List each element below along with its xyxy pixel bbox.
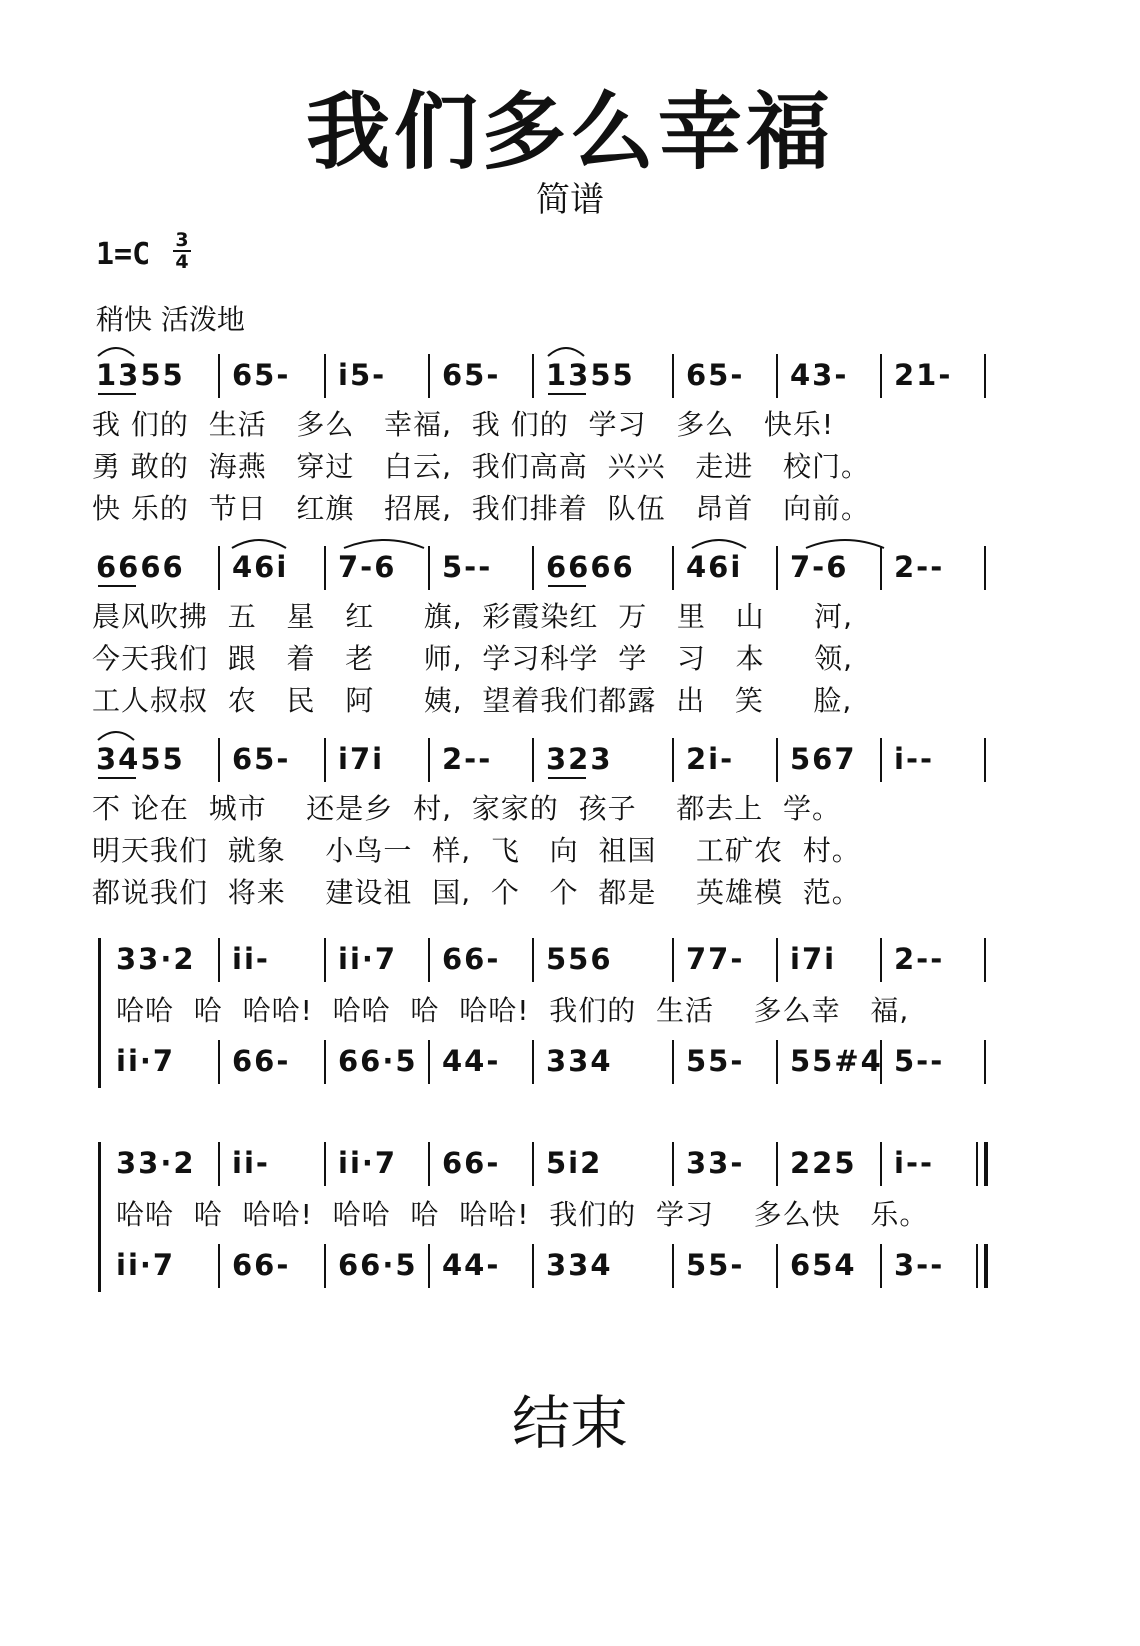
time-signature-bottom: 4 xyxy=(175,251,189,273)
measure: 7-6 xyxy=(790,550,849,584)
measure-upper: 2-- xyxy=(894,942,945,976)
slur-arc xyxy=(98,732,134,740)
measure: 7-6 xyxy=(338,550,397,584)
lyric-line: 都说我们 将来 建设祖 国, 个 个 都是 英雄模 范。 xyxy=(92,876,861,909)
lyric-line: 哈哈 哈 哈哈! 哈哈 哈 哈哈! 我们的 学习 多么快 乐。 xyxy=(116,1198,929,1231)
measure-lower: 334 xyxy=(546,1044,613,1078)
measure: 65- xyxy=(232,742,291,776)
measure-upper: 556 xyxy=(546,942,613,976)
measure-upper: 33·2 xyxy=(116,1146,196,1180)
lyric-line: 不 论在 城市 还是乡 村, 家家的 孩子 都去上 学。 xyxy=(92,792,842,825)
measure-lower: 654 xyxy=(790,1248,857,1282)
slur-arc xyxy=(232,540,286,548)
lyric-line: 勇 敢的 海燕 穿过 白云, 我们高高 兴兴 走进 校门。 xyxy=(92,450,871,483)
measure-lower: 5-- xyxy=(894,1044,945,1078)
measure: 65- xyxy=(686,358,745,392)
measure: 1355 xyxy=(546,358,635,392)
slur-arc xyxy=(344,540,424,548)
slur-arc xyxy=(548,348,584,356)
time-signature-top: 3 xyxy=(175,229,189,251)
page-title: 我们多么幸福 xyxy=(305,83,834,181)
measure: 65- xyxy=(232,358,291,392)
measure-lower: 55- xyxy=(686,1044,745,1078)
measure-upper: 77- xyxy=(686,942,745,976)
measure-lower: 55- xyxy=(686,1248,745,1282)
measure-lower: 66·5 xyxy=(338,1248,418,1282)
slur-arc xyxy=(98,348,134,356)
lyric-line: 我 们的 生活 多么 幸福, 我 们的 学习 多么 快乐! xyxy=(92,408,835,441)
measure-lower: ii·7 xyxy=(116,1044,176,1078)
measure-upper: 225 xyxy=(790,1146,857,1180)
ending-label: 结束 xyxy=(511,1389,628,1457)
measure-upper: 5i2 xyxy=(546,1146,603,1180)
lyric-line: 今天我们 跟 着 老 师, 学习科学 学 习 本 领, xyxy=(92,642,854,675)
measure-upper: ii- xyxy=(232,942,270,976)
measure: 2-- xyxy=(894,550,945,584)
measure: i5- xyxy=(338,358,387,392)
measure: i7i xyxy=(338,742,385,776)
measure-lower: 66- xyxy=(232,1248,291,1282)
measure: 21- xyxy=(894,358,953,392)
key-signature: 1=C xyxy=(96,237,151,272)
measure-lower: 44- xyxy=(442,1248,501,1282)
measure-upper: ii- xyxy=(232,1146,270,1180)
lyric-line: 工人叔叔 农 民 阿 姨, 望着我们都露 出 笑 脸, xyxy=(92,684,853,717)
tempo-marking: 稍快 活泼地 xyxy=(96,303,245,336)
measure-upper: i7i xyxy=(790,942,837,976)
page-subtitle: 简谱 xyxy=(536,180,604,220)
measure: 2-- xyxy=(442,742,493,776)
measure: 567 xyxy=(790,742,857,776)
measure-lower: ii·7 xyxy=(116,1248,176,1282)
measure-lower: 66·5 xyxy=(338,1044,418,1078)
slur-arc xyxy=(692,540,746,548)
measure-upper: i-- xyxy=(894,1146,935,1180)
measure-lower: 55#4 xyxy=(790,1044,883,1078)
measure-upper: 66- xyxy=(442,942,501,976)
lyric-line: 明天我们 就象 小鸟一 样, 飞 向 祖国 工矿农 村。 xyxy=(92,834,861,867)
lyric-line: 快 乐的 节日 红旗 招展, 我们排着 队伍 昂首 向前。 xyxy=(92,492,871,525)
measure: 6666 xyxy=(546,550,635,584)
measure: 5-- xyxy=(442,550,493,584)
measure-upper: 33- xyxy=(686,1146,745,1180)
measure: 6666 xyxy=(96,550,185,584)
lyric-line: 哈哈 哈 哈哈! 哈哈 哈 哈哈! 我们的 生活 多么幸 福, xyxy=(116,994,910,1027)
measure-lower: 3-- xyxy=(894,1248,945,1282)
measure-lower: 66- xyxy=(232,1044,291,1078)
measure-lower: 44- xyxy=(442,1044,501,1078)
measure: 2i- xyxy=(686,742,735,776)
measure-lower: 334 xyxy=(546,1248,613,1282)
measure: 46i xyxy=(232,550,289,584)
measure: 1355 xyxy=(96,358,185,392)
measure: i-- xyxy=(894,742,935,776)
measure: 46i xyxy=(686,550,743,584)
measure-upper: ii·7 xyxy=(338,1146,398,1180)
measure: 323 xyxy=(546,742,613,776)
measure: 43- xyxy=(790,358,849,392)
lyric-line: 晨风吹拂 五 星 红 旗, 彩霞染红 万 里 山 河, xyxy=(92,600,854,633)
measure-upper: ii·7 xyxy=(338,942,398,976)
slur-arc xyxy=(806,540,884,548)
measure-upper: 33·2 xyxy=(116,942,196,976)
measure-upper: 66- xyxy=(442,1146,501,1180)
measure: 3455 xyxy=(96,742,185,776)
measure: 65- xyxy=(442,358,501,392)
